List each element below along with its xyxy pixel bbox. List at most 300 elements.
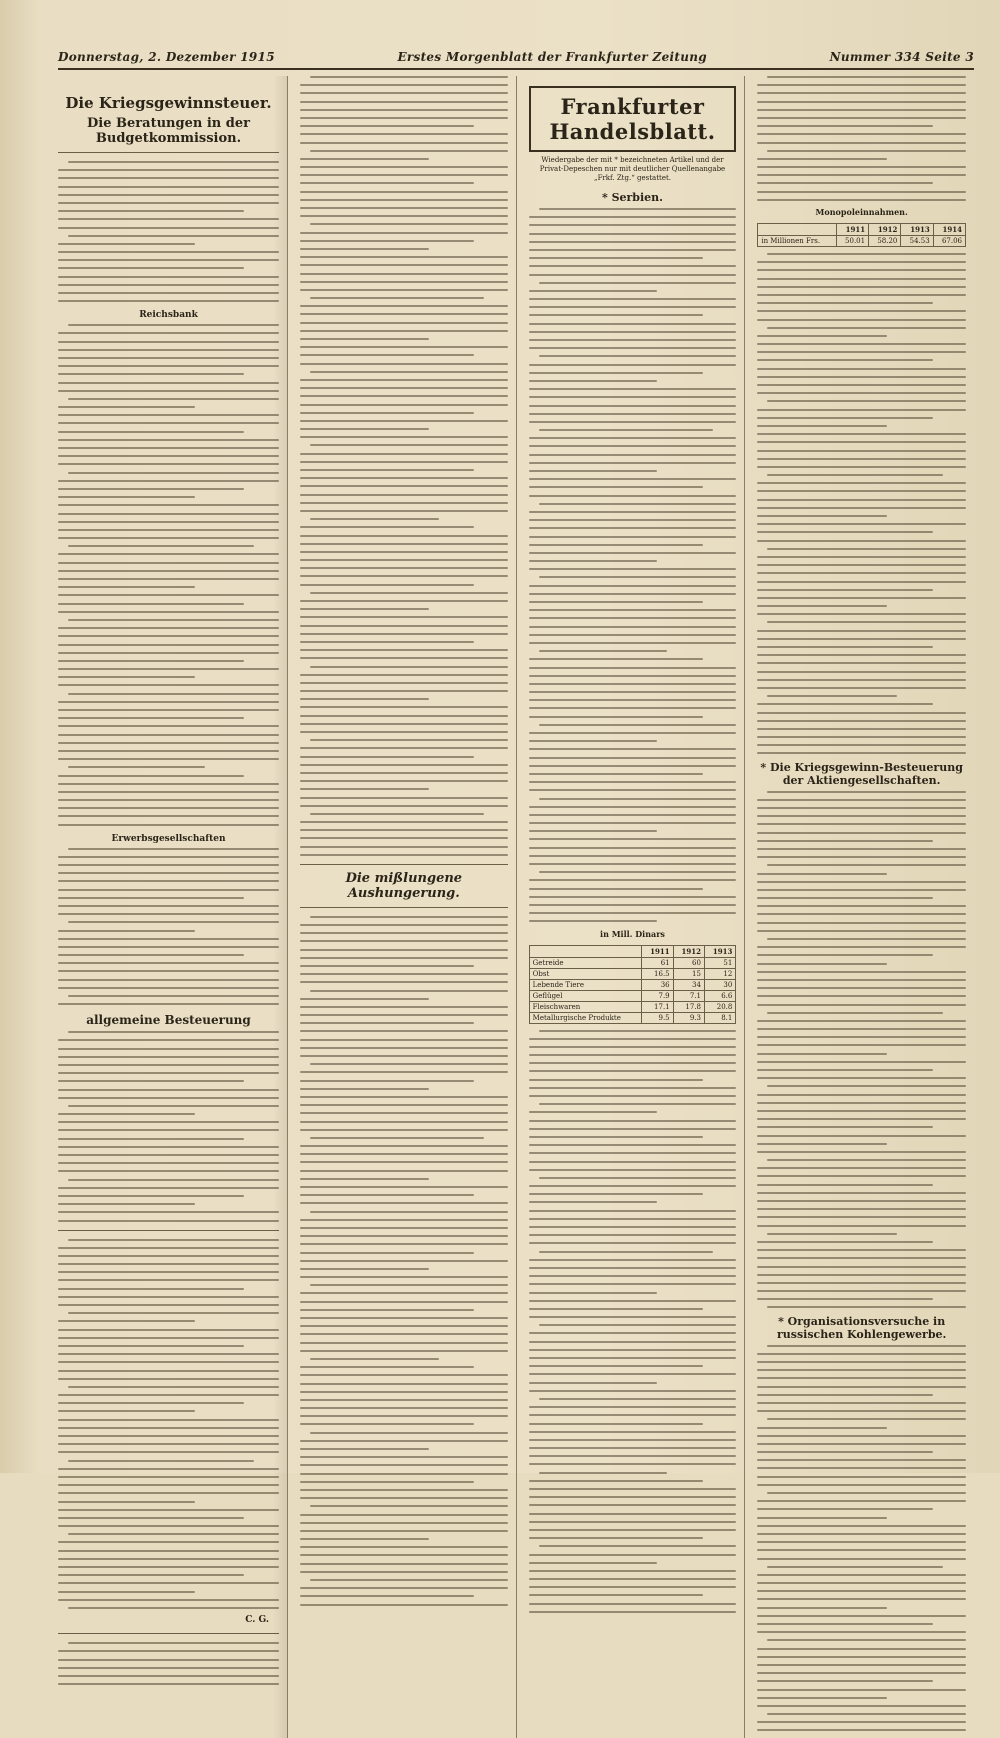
text-line bbox=[300, 305, 508, 307]
text-line bbox=[58, 1419, 279, 1421]
text-line bbox=[529, 290, 658, 292]
text-line bbox=[539, 650, 668, 652]
text-line bbox=[300, 1153, 508, 1155]
text-line bbox=[300, 543, 508, 545]
text-line bbox=[757, 1225, 966, 1227]
text-line bbox=[529, 896, 737, 898]
text-line bbox=[300, 182, 474, 184]
text-line bbox=[539, 724, 737, 726]
text-line bbox=[310, 150, 508, 152]
text-line bbox=[310, 1579, 508, 1581]
text-line bbox=[767, 327, 966, 329]
text-line bbox=[529, 1038, 737, 1040]
text-line bbox=[757, 1451, 932, 1453]
text-line bbox=[539, 355, 737, 357]
text-line bbox=[757, 286, 966, 288]
text-line bbox=[300, 854, 508, 856]
text-line bbox=[58, 1113, 195, 1115]
text-line bbox=[300, 1317, 508, 1319]
text-line bbox=[757, 1077, 966, 1079]
text-line bbox=[529, 1611, 737, 1613]
text-line bbox=[757, 1257, 966, 1259]
text-line bbox=[300, 690, 508, 692]
text-line bbox=[757, 832, 966, 834]
section-serbien: * Serbien. bbox=[601, 191, 663, 204]
text-line bbox=[300, 1178, 429, 1180]
text-line bbox=[58, 455, 279, 457]
text-line bbox=[539, 576, 737, 578]
text-line bbox=[58, 611, 279, 613]
text-line bbox=[68, 1105, 279, 1107]
text-line bbox=[529, 339, 737, 341]
text-line bbox=[529, 830, 658, 832]
text-line bbox=[300, 1415, 508, 1417]
text-line bbox=[300, 1309, 474, 1311]
text-line bbox=[300, 469, 474, 471]
text-line bbox=[68, 921, 279, 923]
table-cell: 60 bbox=[673, 957, 704, 968]
text-line bbox=[300, 981, 508, 983]
text-line bbox=[300, 551, 508, 553]
columns bbox=[58, 76, 974, 1626]
text-line bbox=[757, 1208, 966, 1210]
footnote-text-block bbox=[58, 1642, 279, 1685]
text-line bbox=[58, 1121, 279, 1123]
text-line bbox=[300, 346, 508, 348]
text-line bbox=[300, 641, 474, 643]
text-line bbox=[300, 1235, 508, 1237]
text-line bbox=[757, 736, 966, 738]
text-line bbox=[529, 879, 737, 881]
text-line bbox=[300, 338, 429, 340]
text-line bbox=[529, 265, 737, 267]
text-line bbox=[529, 1423, 703, 1425]
text-line bbox=[767, 400, 966, 402]
text-line bbox=[300, 502, 508, 504]
text-line bbox=[300, 1047, 508, 1049]
text-line bbox=[757, 905, 966, 907]
text-line bbox=[310, 1137, 484, 1139]
text-line bbox=[757, 359, 932, 361]
text-line bbox=[300, 723, 508, 725]
text-line bbox=[58, 1378, 279, 1380]
text-line bbox=[529, 1594, 703, 1596]
text-line bbox=[757, 166, 966, 168]
text-line bbox=[539, 1472, 668, 1474]
text-line bbox=[757, 182, 932, 184]
text-line bbox=[300, 404, 508, 406]
table-cell: Lebende Tiere bbox=[529, 979, 642, 990]
text-line bbox=[58, 913, 279, 915]
text-line bbox=[757, 1721, 966, 1723]
text-line bbox=[757, 351, 966, 353]
table-cell: 7.1 bbox=[673, 990, 704, 1001]
table-cell: 17.8 bbox=[673, 1001, 704, 1012]
text-line bbox=[300, 313, 508, 315]
text-line bbox=[58, 1451, 279, 1453]
article-text-block bbox=[529, 208, 737, 922]
text-line bbox=[529, 765, 737, 767]
text-line bbox=[757, 441, 966, 443]
text-line bbox=[300, 1563, 508, 1565]
table-row bbox=[529, 990, 736, 1001]
text-line bbox=[757, 1656, 966, 1658]
text-line bbox=[58, 177, 279, 179]
text-line bbox=[300, 1006, 508, 1008]
text-line bbox=[58, 1329, 279, 1331]
text-line bbox=[300, 1497, 508, 1499]
text-line bbox=[300, 1571, 508, 1573]
text-line bbox=[529, 1406, 737, 1408]
text-line bbox=[58, 758, 279, 760]
table-cell: 20.8 bbox=[704, 1001, 735, 1012]
text-line bbox=[529, 781, 737, 783]
text-line bbox=[300, 1022, 474, 1024]
text-line bbox=[757, 1435, 966, 1437]
text-line bbox=[529, 806, 737, 808]
table-cell: 7.9 bbox=[642, 990, 673, 1001]
text-line bbox=[310, 1432, 508, 1434]
table-cell: 61 bbox=[642, 957, 673, 968]
text-line bbox=[58, 856, 279, 858]
text-line bbox=[300, 526, 474, 528]
text-line bbox=[58, 194, 279, 196]
text-line bbox=[529, 1292, 658, 1294]
text-line bbox=[757, 662, 966, 664]
text-line bbox=[300, 608, 429, 610]
text-line bbox=[529, 323, 737, 325]
article-text-block bbox=[300, 916, 508, 1606]
text-line bbox=[300, 747, 508, 749]
text-line bbox=[529, 233, 737, 235]
text-line bbox=[757, 310, 966, 312]
text-line bbox=[58, 1550, 279, 1552]
text-line bbox=[757, 1298, 932, 1300]
text-line bbox=[300, 1514, 508, 1516]
text-line bbox=[529, 699, 737, 701]
text-line bbox=[300, 207, 508, 209]
text-line bbox=[757, 199, 966, 201]
text-line bbox=[757, 1541, 966, 1543]
text-line bbox=[757, 1249, 966, 1251]
text-line bbox=[300, 1342, 508, 1344]
text-line bbox=[529, 667, 737, 669]
text-line bbox=[757, 971, 966, 973]
text-line bbox=[300, 1391, 508, 1393]
text-line bbox=[300, 1366, 474, 1368]
text-line bbox=[300, 1039, 508, 1041]
text-line bbox=[58, 627, 279, 629]
text-line bbox=[300, 797, 508, 799]
text-line bbox=[757, 1648, 966, 1650]
text-line bbox=[757, 1110, 966, 1112]
text-line bbox=[58, 439, 279, 441]
text-line bbox=[529, 486, 703, 488]
text-line bbox=[757, 995, 966, 997]
text-line bbox=[58, 734, 279, 736]
text-line bbox=[757, 499, 966, 501]
text-line bbox=[300, 1333, 508, 1335]
text-line bbox=[757, 1623, 932, 1625]
text-line bbox=[539, 208, 737, 210]
text-line bbox=[58, 1410, 195, 1412]
text-line bbox=[300, 428, 429, 430]
text-line bbox=[58, 529, 279, 531]
text-line bbox=[300, 436, 508, 438]
text-line bbox=[300, 998, 429, 1000]
table-cell: 54.53 bbox=[901, 236, 933, 247]
table-caption: Monopoleinnahmen. bbox=[815, 207, 908, 217]
article-text-block bbox=[529, 1030, 737, 1613]
masthead bbox=[58, 44, 974, 70]
text-line bbox=[68, 1533, 279, 1535]
text-line bbox=[300, 1202, 508, 1204]
text-line bbox=[300, 273, 508, 275]
text-line bbox=[529, 405, 737, 407]
text-line bbox=[58, 938, 279, 940]
text-line bbox=[529, 1554, 737, 1556]
text-line bbox=[300, 625, 508, 627]
article-text-block bbox=[58, 161, 279, 302]
article-text-block bbox=[757, 253, 966, 754]
text-line bbox=[529, 789, 737, 791]
text-line bbox=[300, 1440, 508, 1442]
text-line bbox=[539, 1030, 737, 1032]
text-line bbox=[529, 1504, 737, 1506]
text-line bbox=[300, 1350, 508, 1352]
text-line bbox=[767, 938, 966, 940]
text-line bbox=[529, 347, 737, 349]
text-line bbox=[58, 1361, 279, 1363]
text-line bbox=[757, 1102, 966, 1104]
text-line bbox=[529, 380, 658, 382]
text-line bbox=[300, 772, 508, 774]
text-line bbox=[58, 1138, 244, 1140]
text-line bbox=[300, 133, 508, 135]
text-line bbox=[757, 409, 966, 411]
text-line bbox=[58, 1288, 244, 1290]
text-line bbox=[757, 1582, 966, 1584]
text-line bbox=[529, 454, 737, 456]
text-line bbox=[757, 158, 886, 160]
text-line bbox=[767, 1233, 896, 1235]
text-line bbox=[58, 259, 279, 261]
text-line bbox=[529, 863, 737, 865]
text-line bbox=[757, 376, 966, 378]
text-line bbox=[58, 1659, 279, 1661]
text-line bbox=[757, 84, 966, 86]
text-line bbox=[300, 965, 474, 967]
text-line bbox=[58, 1263, 279, 1265]
text-line bbox=[757, 1590, 966, 1592]
text-line bbox=[539, 503, 737, 505]
text-line bbox=[300, 1055, 508, 1057]
text-line bbox=[529, 601, 703, 603]
text-line bbox=[757, 1184, 932, 1186]
text-line bbox=[58, 1517, 244, 1519]
text-line bbox=[310, 666, 508, 668]
text-line bbox=[58, 725, 279, 727]
table-header-cell: 1912 bbox=[673, 945, 704, 957]
text-line bbox=[529, 1373, 737, 1375]
text-line bbox=[58, 251, 279, 253]
text-line bbox=[757, 1241, 932, 1243]
text-line bbox=[300, 191, 508, 193]
text-line bbox=[529, 1111, 658, 1113]
text-line bbox=[757, 1290, 966, 1292]
article-text-block bbox=[58, 1031, 279, 1221]
text-line bbox=[58, 954, 244, 956]
text-line bbox=[310, 592, 508, 594]
text-line bbox=[300, 1170, 508, 1172]
text-line bbox=[757, 1443, 966, 1445]
text-line bbox=[529, 306, 737, 308]
text-line bbox=[68, 1239, 279, 1241]
text-line bbox=[529, 314, 703, 316]
text-line bbox=[58, 905, 279, 907]
text-line bbox=[529, 585, 737, 587]
text-line bbox=[529, 1210, 737, 1212]
text-line bbox=[300, 1554, 508, 1556]
text-line bbox=[300, 924, 508, 926]
table-cell: 6.6 bbox=[704, 990, 735, 1001]
text-line bbox=[300, 575, 508, 577]
text-line bbox=[757, 450, 966, 452]
text-line bbox=[300, 780, 508, 782]
text-line bbox=[68, 472, 279, 474]
text-line bbox=[58, 1427, 279, 1429]
text-line bbox=[757, 466, 966, 468]
text-line bbox=[757, 1607, 886, 1609]
text-line bbox=[767, 791, 966, 793]
subhead-allgemeine-besteuerung: allgemeine Besteuerung bbox=[86, 1013, 251, 1028]
text-line bbox=[58, 872, 279, 874]
text-line bbox=[58, 488, 244, 490]
text-line bbox=[529, 1586, 737, 1588]
text-line bbox=[767, 1306, 966, 1308]
text-line bbox=[529, 822, 737, 824]
text-line bbox=[68, 1312, 279, 1314]
text-line bbox=[300, 932, 508, 934]
text-line bbox=[58, 783, 279, 785]
text-line bbox=[300, 682, 508, 684]
handelsblatt-title: Frankfurter Handelsblatt. bbox=[529, 86, 737, 152]
text-line bbox=[58, 1558, 279, 1560]
text-line bbox=[529, 716, 703, 718]
text-line bbox=[300, 1276, 508, 1278]
text-line bbox=[58, 562, 279, 564]
text-line bbox=[529, 1259, 737, 1261]
text-line bbox=[300, 1194, 474, 1196]
text-line bbox=[757, 515, 886, 517]
table-cell: 9.5 bbox=[642, 1012, 673, 1023]
text-line bbox=[58, 807, 279, 809]
text-line bbox=[68, 1642, 279, 1644]
subhead-erwerbsgesellschaften: Erwerbsgesellschaften bbox=[111, 833, 226, 844]
text-line bbox=[300, 584, 474, 586]
text-line bbox=[300, 1587, 508, 1589]
text-line bbox=[757, 752, 966, 754]
text-line bbox=[757, 979, 966, 981]
table-cell: Obst bbox=[529, 968, 642, 979]
text-line bbox=[300, 1227, 508, 1229]
table-cell: 67.06 bbox=[933, 236, 965, 247]
text-line bbox=[529, 224, 737, 226]
text-line bbox=[757, 531, 932, 533]
text-line bbox=[300, 395, 508, 397]
text-line bbox=[529, 437, 737, 439]
text-line bbox=[757, 490, 966, 492]
text-line bbox=[300, 109, 508, 111]
text-line bbox=[539, 1251, 713, 1253]
text-line bbox=[58, 880, 279, 882]
text-line bbox=[58, 463, 279, 465]
text-line bbox=[757, 1004, 966, 1006]
text-line bbox=[529, 1488, 737, 1490]
text-line bbox=[757, 1353, 966, 1355]
text-line bbox=[529, 1570, 737, 1572]
text-line bbox=[300, 957, 508, 959]
text-line bbox=[300, 1604, 508, 1606]
article-text-block bbox=[58, 324, 279, 825]
text-line bbox=[58, 1195, 244, 1197]
text-line bbox=[757, 654, 966, 656]
text-line bbox=[58, 202, 279, 204]
text-line bbox=[300, 256, 508, 258]
text-line bbox=[529, 1529, 737, 1531]
text-line bbox=[529, 847, 737, 849]
text-line bbox=[529, 396, 737, 398]
text-line bbox=[529, 1161, 737, 1163]
text-line bbox=[310, 371, 508, 373]
text-line bbox=[300, 379, 508, 381]
text-line bbox=[300, 485, 508, 487]
text-line bbox=[529, 1439, 737, 1441]
text-line bbox=[757, 269, 966, 271]
table-cell: Fleischwaren bbox=[529, 1001, 642, 1012]
text-line bbox=[58, 1394, 279, 1396]
text-line bbox=[58, 1525, 279, 1527]
text-line bbox=[757, 1705, 966, 1707]
text-line bbox=[300, 1071, 508, 1073]
text-line bbox=[529, 1062, 737, 1064]
text-line bbox=[310, 739, 508, 741]
text-line bbox=[757, 679, 966, 681]
text-line bbox=[757, 597, 966, 599]
text-line bbox=[300, 158, 429, 160]
text-line bbox=[757, 302, 932, 304]
text-line bbox=[58, 496, 195, 498]
text-line bbox=[300, 420, 508, 422]
text-line bbox=[757, 540, 966, 542]
text-line bbox=[757, 1484, 966, 1486]
text-line bbox=[539, 1103, 737, 1105]
text-line bbox=[310, 76, 508, 78]
table-cell: Metallurgische Produkte bbox=[529, 1012, 642, 1023]
text-line bbox=[58, 1056, 279, 1058]
text-line bbox=[757, 1216, 966, 1218]
text-line bbox=[300, 1481, 474, 1483]
text-line bbox=[58, 1170, 279, 1172]
text-line bbox=[529, 274, 737, 276]
text-line bbox=[58, 889, 279, 891]
text-line bbox=[529, 1136, 703, 1138]
text-line bbox=[757, 744, 966, 746]
text-line bbox=[757, 613, 966, 615]
text-line bbox=[68, 619, 279, 621]
table-cell: 8.1 bbox=[704, 1012, 735, 1023]
text-line bbox=[757, 1467, 966, 1469]
